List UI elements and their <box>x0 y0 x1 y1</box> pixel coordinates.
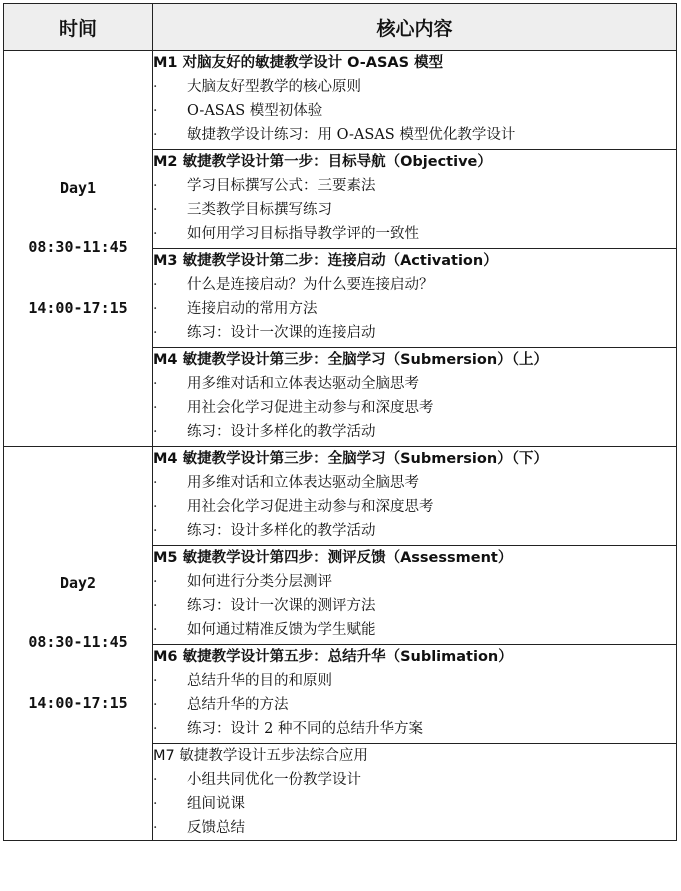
list-item: · 总结升华的目的和原则 <box>153 669 676 693</box>
bullet-icon: · <box>153 574 158 590</box>
bullet-icon: · <box>153 127 158 143</box>
bullet-icon: · <box>153 499 158 515</box>
module-title: M6 敏捷教学设计第五步：总结升华（Sublimation） <box>153 649 513 665</box>
module-title: M2 敏捷教学设计第一步：目标导航（Objective） <box>153 154 492 170</box>
bullet-icon: · <box>153 622 158 638</box>
list-item: · 练习：设计多样化的教学活动 <box>153 420 676 444</box>
list-item: · 总结升华的方法 <box>153 693 676 717</box>
bullet-icon: · <box>153 424 158 440</box>
afternoon-time: 14:00-17:15 <box>28 299 128 317</box>
bullet-icon: · <box>153 475 158 491</box>
list-item: · 大脑友好型教学的核心原则 <box>153 75 676 99</box>
bullet-icon: · <box>153 103 158 119</box>
module-cell-m3 <box>153 249 677 348</box>
morning-time: 08:30-11:45 <box>28 238 128 256</box>
module-cell-m2 <box>153 150 677 249</box>
module-cell-m4-part1 <box>153 348 677 447</box>
day2-time-cell <box>4 447 153 841</box>
module-title: M1 对脑友好的敏捷教学设计 O-ASAS 模型 <box>153 55 444 71</box>
list-item: · 用社会化学习促进主动参与和深度思考 <box>153 495 676 519</box>
list-item: · 敏捷教学设计练习：用 O-ASAS 模型优化教学设计 <box>153 123 676 147</box>
day1-time-cell <box>4 51 153 447</box>
list-item: · 什么是连接启动？为什么要连接启动？ <box>153 273 676 297</box>
list-item: · 小组共同优化一份教学设计 <box>153 768 676 792</box>
list-item: · 三类教学目标撰写练习 <box>153 198 676 222</box>
list-item: · 组间说课 <box>153 792 676 816</box>
list-item: · 连接启动的常用方法 <box>153 297 676 321</box>
list-item: · 用社会化学习促进主动参与和深度思考 <box>153 396 676 420</box>
day-label: Day2 <box>59 574 97 592</box>
list-item: · 如何进行分类分层测评 <box>153 570 676 594</box>
bullet-icon: · <box>153 178 158 194</box>
bullet-icon: · <box>153 226 158 242</box>
morning-time: 08:30-11:45 <box>28 633 128 651</box>
bullet-icon: · <box>153 721 158 737</box>
bullet-icon: · <box>153 202 158 218</box>
list-item: · O-ASAS 模型初体验 <box>153 99 676 123</box>
list-item: · 练习：设计一次课的连接启动 <box>153 321 676 345</box>
bullet-icon: · <box>153 301 158 317</box>
list-item: · 练习：设计 2 种不同的总结升华方案 <box>153 717 676 741</box>
list-item: · 练习：设计多样化的教学活动 <box>153 519 676 543</box>
list-item: · 用多维对话和立体表达驱动全脑思考 <box>153 471 676 495</box>
module-cell-m6 <box>153 645 677 744</box>
table-header-row <box>4 4 677 51</box>
list-item: · 如何用学习目标指导教学评的一致性 <box>153 222 676 246</box>
bullet-icon: · <box>153 598 158 614</box>
afternoon-time: 14:00-17:15 <box>28 694 128 712</box>
module-cell-m5 <box>153 546 677 645</box>
module-cell-m1 <box>153 51 677 150</box>
time-column-header: 时间 <box>4 4 153 51</box>
module-title: M7 敏捷教学设计五步法综合应用 <box>153 748 368 764</box>
table-row <box>4 51 677 150</box>
list-item: · 反馈总结 <box>153 816 676 840</box>
bullet-icon: · <box>153 772 158 788</box>
module-title: M4 敏捷教学设计第三步：全脑学习（Submersion）（上） <box>153 352 548 368</box>
bullet-icon: · <box>153 796 158 812</box>
list-item: · 用多维对话和立体表达驱动全脑思考 <box>153 372 676 396</box>
module-title: M3 敏捷教学设计第二步：连接启动（Activation） <box>153 253 498 269</box>
list-item: · 如何通过精准反馈为学生赋能 <box>153 618 676 642</box>
list-item: · 学习目标撰写公式：三要素法 <box>153 174 676 198</box>
table-row <box>4 447 677 546</box>
bullet-icon: · <box>153 697 158 713</box>
bullet-icon: · <box>153 523 158 539</box>
bullet-icon: · <box>153 400 158 416</box>
list-item: · 练习：设计一次课的测评方法 <box>153 594 676 618</box>
bullet-icon: · <box>153 79 158 95</box>
module-cell-m4-part2 <box>153 447 677 546</box>
module-cell-m7 <box>153 744 677 841</box>
bullet-icon: · <box>153 277 158 293</box>
course-schedule-table <box>3 3 677 841</box>
content-column-header: 核心内容 <box>153 4 677 51</box>
bullet-icon: · <box>153 673 158 689</box>
bullet-icon: · <box>153 820 158 836</box>
bullet-icon: · <box>153 376 158 392</box>
module-title: M5 敏捷教学设计第四步：测评反馈（Assessment） <box>153 550 513 566</box>
bullet-icon: · <box>153 325 158 341</box>
day-label: Day1 <box>59 179 97 197</box>
module-title: M4 敏捷教学设计第三步：全脑学习（Submersion）（下） <box>153 451 548 467</box>
